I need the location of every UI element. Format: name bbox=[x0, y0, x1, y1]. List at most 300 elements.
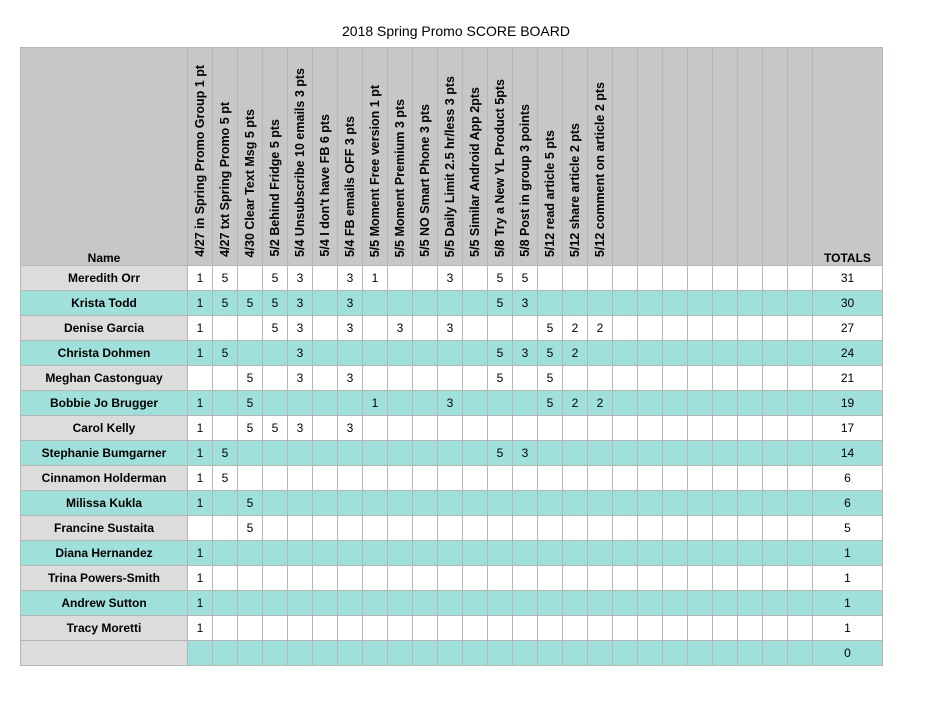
total-cell[interactable]: 17 bbox=[813, 416, 883, 441]
score-cell[interactable]: 1 bbox=[188, 466, 213, 491]
column-header[interactable] bbox=[263, 48, 288, 266]
score-cell[interactable] bbox=[588, 641, 613, 666]
score-cell[interactable] bbox=[388, 591, 413, 616]
score-cell[interactable] bbox=[638, 541, 663, 566]
score-cell[interactable]: 2 bbox=[563, 391, 588, 416]
score-cell[interactable] bbox=[538, 541, 563, 566]
score-cell[interactable] bbox=[688, 416, 713, 441]
score-cell[interactable] bbox=[238, 541, 263, 566]
score-cell[interactable] bbox=[588, 366, 613, 391]
score-cell[interactable] bbox=[463, 366, 488, 391]
score-cell[interactable] bbox=[713, 616, 738, 641]
participant-name-cell[interactable]: Carol Kelly bbox=[21, 416, 188, 441]
score-cell[interactable] bbox=[388, 516, 413, 541]
score-cell[interactable] bbox=[338, 541, 363, 566]
score-cell[interactable]: 5 bbox=[488, 366, 513, 391]
score-cell[interactable]: 5 bbox=[263, 316, 288, 341]
score-cell[interactable] bbox=[788, 641, 813, 666]
score-cell[interactable] bbox=[663, 441, 688, 466]
score-cell[interactable] bbox=[463, 416, 488, 441]
column-header[interactable] bbox=[238, 48, 263, 266]
score-cell[interactable] bbox=[488, 391, 513, 416]
score-cell[interactable] bbox=[513, 466, 538, 491]
score-cell[interactable] bbox=[588, 591, 613, 616]
score-cell[interactable] bbox=[513, 491, 538, 516]
score-cell[interactable] bbox=[238, 316, 263, 341]
score-cell[interactable] bbox=[638, 441, 663, 466]
column-header[interactable] bbox=[663, 48, 688, 266]
score-cell[interactable] bbox=[563, 541, 588, 566]
score-cell[interactable]: 1 bbox=[188, 341, 213, 366]
score-cell[interactable] bbox=[388, 291, 413, 316]
score-cell[interactable] bbox=[663, 341, 688, 366]
score-cell[interactable] bbox=[488, 416, 513, 441]
score-cell[interactable] bbox=[263, 541, 288, 566]
score-cell[interactable] bbox=[538, 491, 563, 516]
score-cell[interactable] bbox=[713, 566, 738, 591]
score-cell[interactable] bbox=[688, 391, 713, 416]
score-cell[interactable] bbox=[613, 616, 638, 641]
score-cell[interactable] bbox=[738, 291, 763, 316]
score-cell[interactable] bbox=[363, 366, 388, 391]
score-cell[interactable] bbox=[363, 441, 388, 466]
score-cell[interactable] bbox=[638, 516, 663, 541]
score-cell[interactable] bbox=[488, 316, 513, 341]
score-cell[interactable] bbox=[413, 391, 438, 416]
score-cell[interactable] bbox=[613, 391, 638, 416]
score-cell[interactable] bbox=[338, 566, 363, 591]
score-cell[interactable] bbox=[463, 316, 488, 341]
score-cell[interactable] bbox=[313, 391, 338, 416]
score-cell[interactable] bbox=[463, 341, 488, 366]
participant-name-cell[interactable]: Tracy Moretti bbox=[21, 616, 188, 641]
score-cell[interactable]: 5 bbox=[488, 341, 513, 366]
score-cell[interactable] bbox=[688, 466, 713, 491]
column-header[interactable] bbox=[388, 48, 413, 266]
score-cell[interactable] bbox=[463, 616, 488, 641]
score-cell[interactable] bbox=[688, 591, 713, 616]
score-cell[interactable] bbox=[688, 316, 713, 341]
participant-name-cell[interactable]: Stephanie Bumgarner bbox=[21, 441, 188, 466]
score-cell[interactable] bbox=[263, 616, 288, 641]
score-cell[interactable]: 5 bbox=[488, 441, 513, 466]
score-cell[interactable] bbox=[413, 616, 438, 641]
score-cell[interactable] bbox=[238, 341, 263, 366]
column-header[interactable] bbox=[738, 48, 763, 266]
score-cell[interactable] bbox=[588, 541, 613, 566]
score-cell[interactable] bbox=[263, 466, 288, 491]
column-header[interactable] bbox=[638, 48, 663, 266]
score-cell[interactable]: 2 bbox=[563, 341, 588, 366]
score-cell[interactable] bbox=[638, 466, 663, 491]
score-cell[interactable] bbox=[213, 491, 238, 516]
score-cell[interactable] bbox=[613, 291, 638, 316]
score-cell[interactable] bbox=[338, 591, 363, 616]
score-cell[interactable]: 5 bbox=[488, 266, 513, 291]
score-cell[interactable]: 5 bbox=[238, 416, 263, 441]
score-cell[interactable] bbox=[413, 341, 438, 366]
score-cell[interactable] bbox=[713, 416, 738, 441]
participant-name-cell[interactable]: Meghan Castonguay bbox=[21, 366, 188, 391]
score-cell[interactable] bbox=[588, 291, 613, 316]
participant-name-cell[interactable]: Trina Powers-Smith bbox=[21, 566, 188, 591]
score-cell[interactable] bbox=[538, 466, 563, 491]
score-cell[interactable] bbox=[663, 291, 688, 316]
score-cell[interactable]: 5 bbox=[488, 291, 513, 316]
score-cell[interactable] bbox=[613, 641, 638, 666]
score-cell[interactable] bbox=[338, 641, 363, 666]
score-cell[interactable] bbox=[563, 641, 588, 666]
score-cell[interactable] bbox=[238, 616, 263, 641]
score-cell[interactable] bbox=[638, 566, 663, 591]
total-cell[interactable]: 1 bbox=[813, 616, 883, 641]
column-header[interactable] bbox=[538, 48, 563, 266]
score-cell[interactable] bbox=[413, 441, 438, 466]
column-header[interactable] bbox=[588, 48, 613, 266]
score-cell[interactable] bbox=[563, 416, 588, 441]
score-cell[interactable] bbox=[213, 416, 238, 441]
column-header[interactable] bbox=[788, 48, 813, 266]
score-cell[interactable] bbox=[763, 441, 788, 466]
score-cell[interactable]: 1 bbox=[188, 491, 213, 516]
score-cell[interactable] bbox=[538, 516, 563, 541]
score-cell[interactable]: 3 bbox=[338, 291, 363, 316]
score-cell[interactable] bbox=[688, 441, 713, 466]
score-cell[interactable] bbox=[538, 441, 563, 466]
score-cell[interactable] bbox=[663, 366, 688, 391]
score-cell[interactable] bbox=[363, 416, 388, 441]
score-cell[interactable]: 1 bbox=[188, 416, 213, 441]
score-cell[interactable] bbox=[688, 541, 713, 566]
score-cell[interactable] bbox=[563, 591, 588, 616]
column-header[interactable] bbox=[763, 48, 788, 266]
score-cell[interactable] bbox=[588, 616, 613, 641]
score-cell[interactable] bbox=[663, 641, 688, 666]
score-cell[interactable] bbox=[763, 341, 788, 366]
score-cell[interactable]: 3 bbox=[288, 366, 313, 391]
score-cell[interactable] bbox=[388, 341, 413, 366]
score-cell[interactable]: 1 bbox=[188, 316, 213, 341]
score-cell[interactable] bbox=[438, 491, 463, 516]
score-cell[interactable] bbox=[338, 441, 363, 466]
score-cell[interactable] bbox=[413, 591, 438, 616]
score-cell[interactable] bbox=[513, 316, 538, 341]
score-cell[interactable] bbox=[663, 541, 688, 566]
score-cell[interactable] bbox=[763, 466, 788, 491]
score-cell[interactable] bbox=[313, 416, 338, 441]
score-cell[interactable] bbox=[613, 441, 638, 466]
score-cell[interactable] bbox=[613, 266, 638, 291]
score-cell[interactable] bbox=[288, 616, 313, 641]
score-cell[interactable] bbox=[438, 641, 463, 666]
score-cell[interactable] bbox=[763, 316, 788, 341]
score-cell[interactable] bbox=[313, 266, 338, 291]
score-cell[interactable] bbox=[338, 616, 363, 641]
score-cell[interactable] bbox=[713, 316, 738, 341]
score-cell[interactable] bbox=[388, 416, 413, 441]
score-cell[interactable] bbox=[638, 641, 663, 666]
score-cell[interactable] bbox=[438, 566, 463, 591]
score-cell[interactable] bbox=[713, 391, 738, 416]
score-cell[interactable] bbox=[288, 641, 313, 666]
score-cell[interactable] bbox=[763, 491, 788, 516]
score-cell[interactable]: 5 bbox=[263, 291, 288, 316]
score-cell[interactable] bbox=[588, 441, 613, 466]
participant-name-cell[interactable]: Meredith Orr bbox=[21, 266, 188, 291]
score-cell[interactable] bbox=[263, 591, 288, 616]
score-cell[interactable] bbox=[663, 316, 688, 341]
total-cell[interactable]: 14 bbox=[813, 441, 883, 466]
score-cell[interactable] bbox=[213, 591, 238, 616]
score-cell[interactable] bbox=[413, 291, 438, 316]
score-cell[interactable] bbox=[563, 566, 588, 591]
score-cell[interactable] bbox=[713, 466, 738, 491]
score-cell[interactable] bbox=[238, 566, 263, 591]
score-cell[interactable] bbox=[363, 641, 388, 666]
score-cell[interactable] bbox=[713, 541, 738, 566]
score-cell[interactable] bbox=[538, 641, 563, 666]
score-cell[interactable] bbox=[388, 541, 413, 566]
score-cell[interactable] bbox=[688, 516, 713, 541]
score-cell[interactable] bbox=[513, 391, 538, 416]
score-cell[interactable] bbox=[538, 616, 563, 641]
score-cell[interactable]: 3 bbox=[513, 291, 538, 316]
score-cell[interactable] bbox=[413, 316, 438, 341]
total-cell[interactable]: 1 bbox=[813, 566, 883, 591]
score-cell[interactable]: 5 bbox=[538, 391, 563, 416]
score-cell[interactable] bbox=[763, 291, 788, 316]
score-cell[interactable]: 1 bbox=[188, 391, 213, 416]
score-cell[interactable] bbox=[613, 516, 638, 541]
score-cell[interactable] bbox=[238, 591, 263, 616]
score-cell[interactable] bbox=[513, 641, 538, 666]
score-cell[interactable]: 3 bbox=[288, 316, 313, 341]
score-cell[interactable] bbox=[738, 391, 763, 416]
score-cell[interactable] bbox=[363, 541, 388, 566]
score-cell[interactable] bbox=[238, 641, 263, 666]
total-cell[interactable]: 31 bbox=[813, 266, 883, 291]
score-cell[interactable] bbox=[388, 441, 413, 466]
score-cell[interactable] bbox=[363, 616, 388, 641]
score-cell[interactable] bbox=[338, 491, 363, 516]
score-cell[interactable] bbox=[338, 391, 363, 416]
score-cell[interactable] bbox=[663, 516, 688, 541]
score-cell[interactable]: 3 bbox=[438, 266, 463, 291]
score-cell[interactable] bbox=[763, 516, 788, 541]
totals-column-header[interactable]: TOTALS bbox=[813, 48, 883, 266]
score-cell[interactable]: 5 bbox=[238, 366, 263, 391]
score-cell[interactable]: 3 bbox=[438, 391, 463, 416]
score-cell[interactable] bbox=[638, 316, 663, 341]
score-cell[interactable] bbox=[613, 416, 638, 441]
score-cell[interactable] bbox=[313, 616, 338, 641]
score-cell[interactable] bbox=[588, 416, 613, 441]
score-cell[interactable]: 5 bbox=[263, 266, 288, 291]
score-cell[interactable] bbox=[663, 566, 688, 591]
score-cell[interactable]: 3 bbox=[338, 266, 363, 291]
score-cell[interactable] bbox=[563, 466, 588, 491]
participant-name-cell[interactable]: Cinnamon Holderman bbox=[21, 466, 188, 491]
score-cell[interactable] bbox=[788, 466, 813, 491]
score-cell[interactable] bbox=[638, 266, 663, 291]
score-cell[interactable] bbox=[563, 266, 588, 291]
total-cell[interactable]: 0 bbox=[813, 641, 883, 666]
column-header[interactable] bbox=[513, 48, 538, 266]
score-cell[interactable]: 5 bbox=[263, 416, 288, 441]
score-cell[interactable] bbox=[588, 566, 613, 591]
score-cell[interactable] bbox=[463, 391, 488, 416]
score-cell[interactable] bbox=[563, 366, 588, 391]
score-cell[interactable]: 5 bbox=[538, 366, 563, 391]
column-header[interactable] bbox=[613, 48, 638, 266]
total-cell[interactable]: 19 bbox=[813, 391, 883, 416]
score-cell[interactable] bbox=[638, 391, 663, 416]
score-cell[interactable] bbox=[213, 516, 238, 541]
column-header[interactable] bbox=[463, 48, 488, 266]
score-cell[interactable] bbox=[788, 266, 813, 291]
score-cell[interactable] bbox=[788, 416, 813, 441]
score-cell[interactable] bbox=[413, 416, 438, 441]
score-cell[interactable] bbox=[738, 366, 763, 391]
score-cell[interactable] bbox=[288, 466, 313, 491]
score-cell[interactable] bbox=[488, 591, 513, 616]
score-cell[interactable] bbox=[713, 341, 738, 366]
score-cell[interactable] bbox=[238, 266, 263, 291]
score-cell[interactable] bbox=[263, 516, 288, 541]
score-cell[interactable] bbox=[438, 366, 463, 391]
score-cell[interactable] bbox=[363, 566, 388, 591]
score-cell[interactable] bbox=[363, 491, 388, 516]
column-header[interactable] bbox=[213, 48, 238, 266]
score-cell[interactable] bbox=[388, 391, 413, 416]
score-cell[interactable] bbox=[738, 266, 763, 291]
column-header[interactable] bbox=[288, 48, 313, 266]
score-cell[interactable] bbox=[638, 291, 663, 316]
participant-name-cell[interactable]: Diana Hernandez bbox=[21, 541, 188, 566]
score-cell[interactable]: 1 bbox=[363, 266, 388, 291]
column-header[interactable] bbox=[188, 48, 213, 266]
column-header[interactable] bbox=[438, 48, 463, 266]
score-cell[interactable] bbox=[663, 416, 688, 441]
score-cell[interactable] bbox=[488, 541, 513, 566]
score-cell[interactable] bbox=[763, 266, 788, 291]
score-cell[interactable] bbox=[788, 291, 813, 316]
score-cell[interactable] bbox=[388, 266, 413, 291]
score-cell[interactable] bbox=[263, 341, 288, 366]
column-header[interactable] bbox=[488, 48, 513, 266]
score-cell[interactable]: 1 bbox=[188, 441, 213, 466]
total-cell[interactable]: 27 bbox=[813, 316, 883, 341]
score-cell[interactable] bbox=[513, 366, 538, 391]
score-cell[interactable] bbox=[338, 516, 363, 541]
score-cell[interactable] bbox=[688, 291, 713, 316]
score-cell[interactable] bbox=[613, 316, 638, 341]
score-cell[interactable] bbox=[488, 491, 513, 516]
score-cell[interactable] bbox=[463, 641, 488, 666]
score-cell[interactable] bbox=[463, 491, 488, 516]
score-cell[interactable] bbox=[263, 366, 288, 391]
score-cell[interactable] bbox=[463, 291, 488, 316]
score-cell[interactable] bbox=[313, 316, 338, 341]
score-cell[interactable] bbox=[738, 541, 763, 566]
score-cell[interactable] bbox=[213, 366, 238, 391]
score-cell[interactable] bbox=[313, 441, 338, 466]
score-cell[interactable] bbox=[313, 591, 338, 616]
score-cell[interactable]: 3 bbox=[338, 316, 363, 341]
score-cell[interactable] bbox=[238, 466, 263, 491]
score-cell[interactable]: 3 bbox=[438, 316, 463, 341]
participant-name-cell[interactable]: Bobbie Jo Brugger bbox=[21, 391, 188, 416]
score-cell[interactable] bbox=[188, 366, 213, 391]
score-cell[interactable]: 5 bbox=[213, 341, 238, 366]
score-cell[interactable] bbox=[763, 641, 788, 666]
score-cell[interactable] bbox=[313, 491, 338, 516]
score-cell[interactable] bbox=[513, 566, 538, 591]
score-cell[interactable] bbox=[438, 516, 463, 541]
score-cell[interactable] bbox=[638, 416, 663, 441]
score-cell[interactable]: 1 bbox=[363, 391, 388, 416]
total-cell[interactable]: 5 bbox=[813, 516, 883, 541]
score-cell[interactable] bbox=[638, 366, 663, 391]
score-cell[interactable] bbox=[538, 266, 563, 291]
score-cell[interactable] bbox=[713, 491, 738, 516]
score-cell[interactable] bbox=[613, 541, 638, 566]
score-cell[interactable] bbox=[213, 566, 238, 591]
score-cell[interactable] bbox=[388, 641, 413, 666]
score-cell[interactable]: 1 bbox=[188, 266, 213, 291]
score-cell[interactable]: 5 bbox=[238, 291, 263, 316]
score-cell[interactable]: 1 bbox=[188, 591, 213, 616]
score-cell[interactable]: 1 bbox=[188, 616, 213, 641]
score-cell[interactable] bbox=[363, 591, 388, 616]
score-cell[interactable] bbox=[763, 591, 788, 616]
score-cell[interactable] bbox=[688, 491, 713, 516]
score-cell[interactable]: 5 bbox=[213, 266, 238, 291]
score-cell[interactable] bbox=[663, 391, 688, 416]
participant-name-cell[interactable]: Andrew Sutton bbox=[21, 591, 188, 616]
total-cell[interactable]: 24 bbox=[813, 341, 883, 366]
score-cell[interactable] bbox=[763, 391, 788, 416]
score-cell[interactable] bbox=[738, 616, 763, 641]
score-cell[interactable] bbox=[788, 566, 813, 591]
score-cell[interactable] bbox=[488, 466, 513, 491]
score-cell[interactable] bbox=[738, 341, 763, 366]
score-cell[interactable] bbox=[463, 441, 488, 466]
column-header[interactable] bbox=[338, 48, 363, 266]
score-cell[interactable] bbox=[413, 491, 438, 516]
total-cell[interactable]: 21 bbox=[813, 366, 883, 391]
score-cell[interactable] bbox=[338, 466, 363, 491]
total-cell[interactable]: 30 bbox=[813, 291, 883, 316]
score-cell[interactable] bbox=[438, 616, 463, 641]
score-cell[interactable] bbox=[638, 341, 663, 366]
score-cell[interactable] bbox=[688, 341, 713, 366]
score-cell[interactable] bbox=[288, 491, 313, 516]
participant-name-cell[interactable]: Francine Sustaita bbox=[21, 516, 188, 541]
score-cell[interactable] bbox=[313, 291, 338, 316]
score-cell[interactable]: 5 bbox=[238, 391, 263, 416]
score-cell[interactable] bbox=[788, 516, 813, 541]
score-cell[interactable] bbox=[413, 541, 438, 566]
score-cell[interactable] bbox=[463, 516, 488, 541]
score-cell[interactable] bbox=[363, 316, 388, 341]
score-cell[interactable] bbox=[363, 516, 388, 541]
score-cell[interactable] bbox=[513, 616, 538, 641]
score-cell[interactable] bbox=[313, 466, 338, 491]
participant-name-cell[interactable]: Denise Garcia bbox=[21, 316, 188, 341]
score-cell[interactable] bbox=[463, 541, 488, 566]
score-cell[interactable] bbox=[363, 291, 388, 316]
